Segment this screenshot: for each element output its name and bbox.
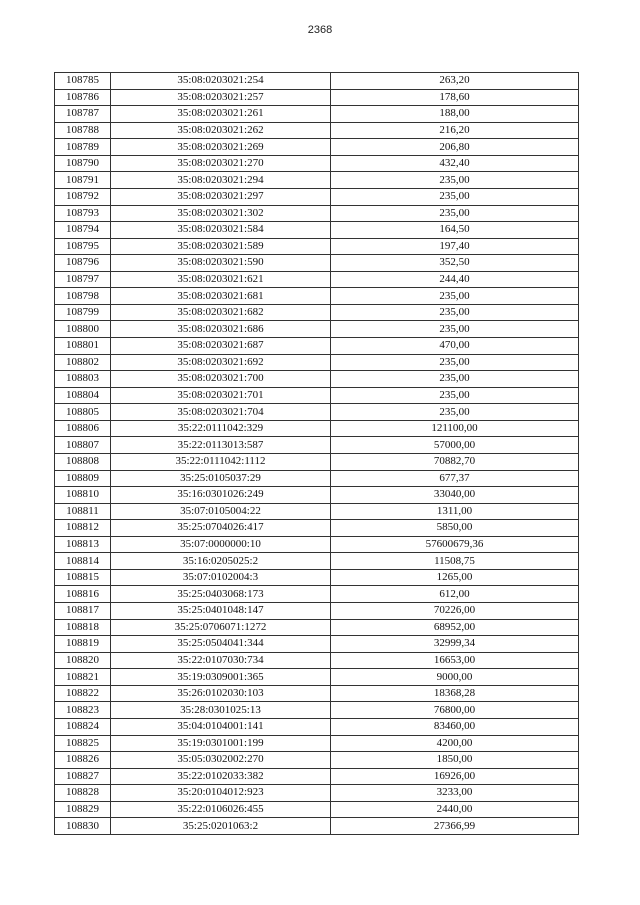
cadastral-number-cell: 35:08:0203021:254 <box>111 73 331 90</box>
cadastral-number-cell: 35:16:0301026:249 <box>111 487 331 504</box>
row-number-cell: 108796 <box>55 255 111 272</box>
table-row <box>55 354 579 371</box>
value-cell: 5850,00 <box>331 520 579 537</box>
value-cell: 235,00 <box>331 205 579 222</box>
table-row <box>55 818 579 835</box>
cadastral-number-cell: 35:26:0102030:103 <box>111 685 331 702</box>
row-number-cell: 108806 <box>55 420 111 437</box>
table-row <box>55 685 579 702</box>
cadastral-number-cell: 35:19:0309001:365 <box>111 669 331 686</box>
value-cell: 178,60 <box>331 89 579 106</box>
row-number-cell: 108825 <box>55 735 111 752</box>
value-cell: 121100,00 <box>331 420 579 437</box>
row-number-cell: 108824 <box>55 718 111 735</box>
cadastral-number-cell: 35:08:0203021:686 <box>111 321 331 338</box>
value-cell: 1850,00 <box>331 752 579 769</box>
row-number-cell: 108805 <box>55 404 111 421</box>
table-row <box>55 487 579 504</box>
value-cell: 3233,00 <box>331 785 579 802</box>
row-number-cell: 108792 <box>55 188 111 205</box>
table-row <box>55 702 579 719</box>
value-cell: 235,00 <box>331 354 579 371</box>
cadastral-number-cell: 35:25:0403068:173 <box>111 586 331 603</box>
row-number-cell: 108803 <box>55 371 111 388</box>
cadastral-number-cell: 35:22:0113013:587 <box>111 437 331 454</box>
table-row <box>55 420 579 437</box>
table-row <box>55 652 579 669</box>
row-number-cell: 108815 <box>55 569 111 586</box>
table-row <box>55 255 579 272</box>
value-cell: 235,00 <box>331 288 579 305</box>
table-row <box>55 122 579 139</box>
value-cell: 33040,00 <box>331 487 579 504</box>
value-cell: 18368,28 <box>331 685 579 702</box>
table-row <box>55 371 579 388</box>
cadastral-number-cell: 35:08:0203021:584 <box>111 222 331 239</box>
cadastral-number-cell: 35:08:0203021:682 <box>111 304 331 321</box>
cadastral-number-cell: 35:08:0203021:700 <box>111 371 331 388</box>
table-row <box>55 321 579 338</box>
table-row <box>55 73 579 90</box>
value-cell: 216,20 <box>331 122 579 139</box>
row-number-cell: 108811 <box>55 503 111 520</box>
value-cell: 235,00 <box>331 321 579 338</box>
table-row <box>55 785 579 802</box>
value-cell: 1311,00 <box>331 503 579 520</box>
cadastral-number-cell: 35:08:0203021:294 <box>111 172 331 189</box>
cadastral-number-cell: 35:08:0203021:681 <box>111 288 331 305</box>
cadastral-number-cell: 35:08:0203021:257 <box>111 89 331 106</box>
row-number-cell: 108817 <box>55 603 111 620</box>
cadastral-number-cell: 35:22:0111042:329 <box>111 420 331 437</box>
table-row <box>55 106 579 123</box>
cadastral-number-cell: 35:08:0203021:621 <box>111 271 331 288</box>
table-row <box>55 553 579 570</box>
value-cell: 32999,34 <box>331 636 579 653</box>
value-cell: 263,20 <box>331 73 579 90</box>
row-number-cell: 108808 <box>55 453 111 470</box>
row-number-cell: 108791 <box>55 172 111 189</box>
value-cell: 677,37 <box>331 470 579 487</box>
cadastral-number-cell: 35:25:0704026:417 <box>111 520 331 537</box>
row-number-cell: 108818 <box>55 619 111 636</box>
row-number-cell: 108812 <box>55 520 111 537</box>
cadastral-number-cell: 35:22:0102033:382 <box>111 768 331 785</box>
value-cell: 83460,00 <box>331 718 579 735</box>
value-cell: 235,00 <box>331 387 579 404</box>
row-number-cell: 108789 <box>55 139 111 156</box>
cadastral-number-cell: 35:08:0203021:269 <box>111 139 331 156</box>
table-row <box>55 387 579 404</box>
cadastral-number-cell: 35:25:0706071:1272 <box>111 619 331 636</box>
table-row <box>55 801 579 818</box>
value-cell: 235,00 <box>331 371 579 388</box>
value-cell: 235,00 <box>331 172 579 189</box>
row-number-cell: 108828 <box>55 785 111 802</box>
value-cell: 470,00 <box>331 338 579 355</box>
table-row <box>55 89 579 106</box>
registry-table-body <box>55 73 579 835</box>
value-cell: 164,50 <box>331 222 579 239</box>
table-row <box>55 155 579 172</box>
table-row <box>55 735 579 752</box>
value-cell: 2440,00 <box>331 801 579 818</box>
value-cell: 352,50 <box>331 255 579 272</box>
value-cell: 9000,00 <box>331 669 579 686</box>
cadastral-number-cell: 35:08:0203021:701 <box>111 387 331 404</box>
row-number-cell: 108786 <box>55 89 111 106</box>
cadastral-number-cell: 35:25:0201063:2 <box>111 818 331 835</box>
table-row <box>55 752 579 769</box>
row-number-cell: 108822 <box>55 685 111 702</box>
cadastral-number-cell: 35:20:0104012:923 <box>111 785 331 802</box>
cadastral-number-cell: 35:16:0205025:2 <box>111 553 331 570</box>
table-row <box>55 718 579 735</box>
registry-table <box>54 72 579 835</box>
table-row <box>55 238 579 255</box>
row-number-cell: 108800 <box>55 321 111 338</box>
value-cell: 612,00 <box>331 586 579 603</box>
cadastral-number-cell: 35:22:0111042:1112 <box>111 453 331 470</box>
table-row <box>55 205 579 222</box>
value-cell: 57000,00 <box>331 437 579 454</box>
table-row <box>55 172 579 189</box>
value-cell: 1265,00 <box>331 569 579 586</box>
table-row <box>55 586 579 603</box>
table-row <box>55 304 579 321</box>
cadastral-number-cell: 35:07:0102004:3 <box>111 569 331 586</box>
value-cell: 235,00 <box>331 404 579 421</box>
value-cell: 27366,99 <box>331 818 579 835</box>
page-number: 2368 <box>307 24 333 36</box>
cadastral-number-cell: 35:04:0104001:141 <box>111 718 331 735</box>
cadastral-number-cell: 35:28:0301025:13 <box>111 702 331 719</box>
row-number-cell: 108810 <box>55 487 111 504</box>
table-row <box>55 453 579 470</box>
table-row <box>55 520 579 537</box>
value-cell: 76800,00 <box>331 702 579 719</box>
table-row <box>55 503 579 520</box>
row-number-cell: 108799 <box>55 304 111 321</box>
cadastral-number-cell: 35:08:0203021:704 <box>111 404 331 421</box>
cadastral-number-cell: 35:05:0302002:270 <box>111 752 331 769</box>
cadastral-number-cell: 35:08:0203021:590 <box>111 255 331 272</box>
table-row <box>55 271 579 288</box>
row-number-cell: 108813 <box>55 536 111 553</box>
cadastral-number-cell: 35:08:0203021:297 <box>111 188 331 205</box>
row-number-cell: 108788 <box>55 122 111 139</box>
row-number-cell: 108793 <box>55 205 111 222</box>
value-cell: 16926,00 <box>331 768 579 785</box>
table-row <box>55 768 579 785</box>
table-row <box>55 188 579 205</box>
row-number-cell: 108790 <box>55 155 111 172</box>
table-row <box>55 619 579 636</box>
value-cell: 206,80 <box>331 139 579 156</box>
row-number-cell: 108823 <box>55 702 111 719</box>
cadastral-number-cell: 35:25:0105037:29 <box>111 470 331 487</box>
value-cell: 197,40 <box>331 238 579 255</box>
cadastral-number-cell: 35:22:0106026:455 <box>111 801 331 818</box>
value-cell: 244,40 <box>331 271 579 288</box>
value-cell: 4200,00 <box>331 735 579 752</box>
table-row <box>55 222 579 239</box>
value-cell: 70882,70 <box>331 453 579 470</box>
row-number-cell: 108830 <box>55 818 111 835</box>
row-number-cell: 108785 <box>55 73 111 90</box>
value-cell: 235,00 <box>331 304 579 321</box>
row-number-cell: 108794 <box>55 222 111 239</box>
row-number-cell: 108809 <box>55 470 111 487</box>
table-row <box>55 569 579 586</box>
cadastral-number-cell: 35:25:0504041:344 <box>111 636 331 653</box>
row-number-cell: 108814 <box>55 553 111 570</box>
row-number-cell: 108807 <box>55 437 111 454</box>
row-number-cell: 108787 <box>55 106 111 123</box>
cadastral-number-cell: 35:08:0203021:302 <box>111 205 331 222</box>
cadastral-number-cell: 35:19:0301001:199 <box>111 735 331 752</box>
cadastral-number-cell: 35:08:0203021:261 <box>111 106 331 123</box>
value-cell: 188,00 <box>331 106 579 123</box>
value-cell: 57600679,36 <box>331 536 579 553</box>
row-number-cell: 108798 <box>55 288 111 305</box>
row-number-cell: 108816 <box>55 586 111 603</box>
row-number-cell: 108804 <box>55 387 111 404</box>
row-number-cell: 108795 <box>55 238 111 255</box>
table-row <box>55 603 579 620</box>
table-row <box>55 288 579 305</box>
row-number-cell: 108829 <box>55 801 111 818</box>
cadastral-number-cell: 35:08:0203021:589 <box>111 238 331 255</box>
row-number-cell: 108802 <box>55 354 111 371</box>
value-cell: 235,00 <box>331 188 579 205</box>
cadastral-number-cell: 35:07:0000000:10 <box>111 536 331 553</box>
cadastral-number-cell: 35:08:0203021:692 <box>111 354 331 371</box>
table-row <box>55 636 579 653</box>
row-number-cell: 108820 <box>55 652 111 669</box>
row-number-cell: 108821 <box>55 669 111 686</box>
value-cell: 11508,75 <box>331 553 579 570</box>
row-number-cell: 108797 <box>55 271 111 288</box>
cadastral-number-cell: 35:25:0401048:147 <box>111 603 331 620</box>
value-cell: 16653,00 <box>331 652 579 669</box>
row-number-cell: 108819 <box>55 636 111 653</box>
value-cell: 70226,00 <box>331 603 579 620</box>
table-row <box>55 139 579 156</box>
table-row <box>55 470 579 487</box>
table-row <box>55 437 579 454</box>
value-cell: 432,40 <box>331 155 579 172</box>
cadastral-number-cell: 35:08:0203021:262 <box>111 122 331 139</box>
row-number-cell: 108801 <box>55 338 111 355</box>
table-row <box>55 536 579 553</box>
row-number-cell: 108826 <box>55 752 111 769</box>
cadastral-number-cell: 35:08:0203021:270 <box>111 155 331 172</box>
cadastral-number-cell: 35:07:0105004:22 <box>111 503 331 520</box>
table-row <box>55 404 579 421</box>
cadastral-number-cell: 35:22:0107030:734 <box>111 652 331 669</box>
table-row <box>55 338 579 355</box>
value-cell: 68952,00 <box>331 619 579 636</box>
cadastral-number-cell: 35:08:0203021:687 <box>111 338 331 355</box>
table-row <box>55 669 579 686</box>
row-number-cell: 108827 <box>55 768 111 785</box>
